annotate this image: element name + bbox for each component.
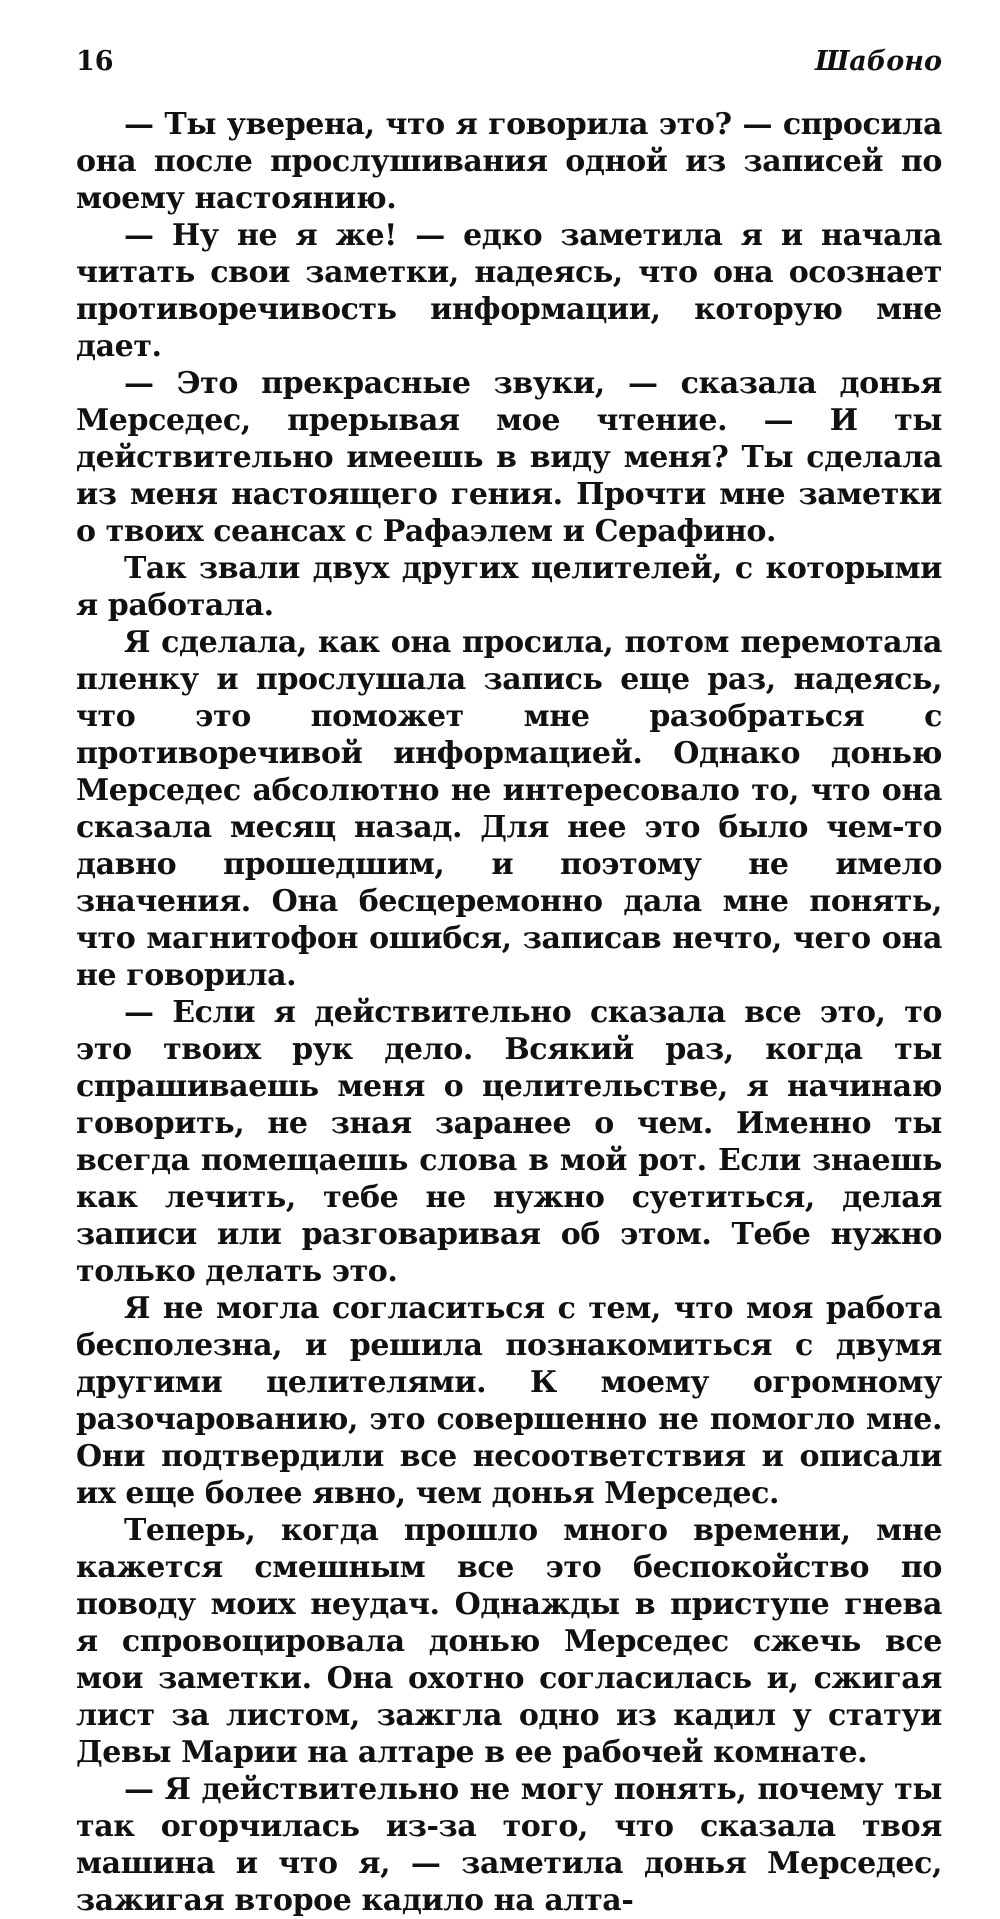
page-header [76,46,942,86]
running-title: Шабоно [815,46,942,77]
paragraph: — Ты уверена, что я говорила это? — спросила она после прослушивания одной из записей по моему настоянию. [76,107,942,216]
paragraph: Теперь, когда прошло много времени, мне кажется смешным все это беспокойство по поводу моих неудач. Однажды в приступе гнева я спровоцировала донью Мерседес сжечь все мои заметки. Она охотно согласилась и, сжигая лист за листом, зажгла одно из кадил у статуи Девы Марии на алтаре в ее рабочей комнате. [76,1513,942,1770]
page-number: 16 [76,46,114,77]
paragraph: — Я действительно не могу понять, почему ты так огорчилась из-за того, что сказала твоя машина и что я, — заметила донья Мерседес, зажигая второе кадило на алта- [76,1772,942,1918]
paragraph: Я сделала, как она просила, потом перемотала пленку и прослушала запись еще раз, надеясь, что это поможет мне разобраться с противоречивой информацией. Однако донью Мерседес абсолютно не интересовало то, что она сказала месяц назад. Для нее это было чем-то давно прошедшим, и поэтому не имело значения. Она бесцеремонно дала мне понять, что магнитофон ошибся, записав нечто, чего она не говорила. [76,625,942,993]
paragraph: — Если я действительно сказала все это, то это твоих рук дело. Всякий раз, когда ты спрашиваешь меня о целительстве, я начинаю говорить, не зная заранее о чем. Именно ты всегда помещаешь слова в мой рот. Если знаешь как лечить, тебе не нужно суетиться, делая записи или разговаривая об этом. Тебе нужно только делать это. [76,995,942,1289]
paragraph: Я не могла согласиться с тем, что моя работа бесполезна, и решила познакомиться с двумя другими целителями. К моему огромному разочарованию, это совершенно не помогло мне. Они подтвердили все несоответствия и описали их еще более явно, чем донья Мерседес. [76,1291,942,1511]
paragraph: Так звали двух других целителей, с которыми я работала. [76,551,942,623]
paragraph: — Ну не я же! — едко заметила я и начала читать свои заметки, надеясь, что она осознает противоречивость информации, которую мне дает. [76,218,942,364]
paragraph: — Это прекрасные звуки, — сказала донья Мерседес, прерывая мое чтение. — И ты действительно имеешь в виду меня? Ты сделала из меня настоящего гения. Прочти мне заметки о твоих сеансах с Рафаэлем и Серафино. [76,366,942,549]
body-text [76,106,942,1919]
